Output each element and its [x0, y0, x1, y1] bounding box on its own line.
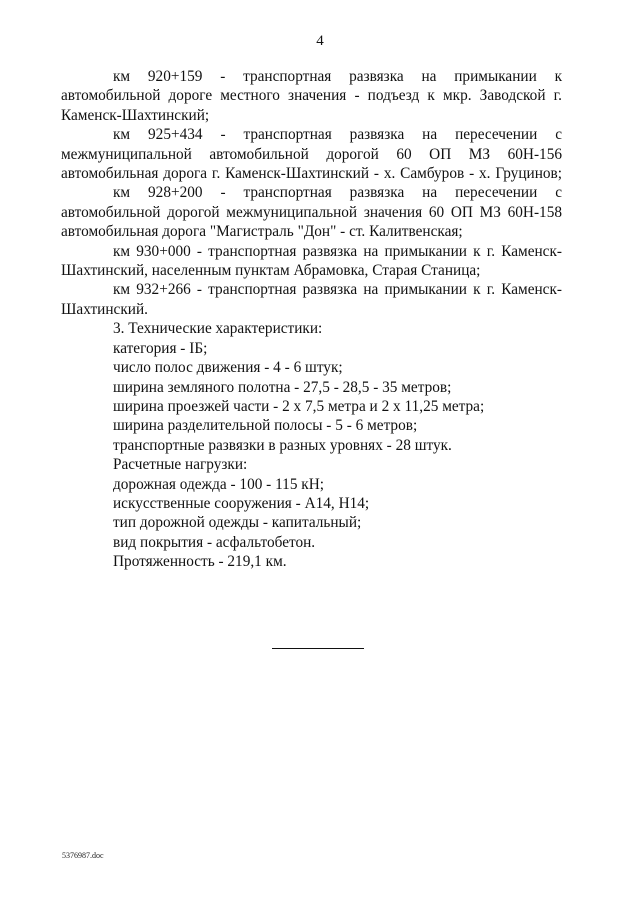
separator-line: [272, 648, 364, 649]
paragraph-km-930: км 930+000 - транспортная развязка на примыкании к г. Каменск-Шахтинский, населенным пунктам Абрамовка, Старая Станица;: [61, 242, 562, 280]
footer-filename: 5376987.doc: [62, 851, 104, 860]
spec-pavement-load: дорожная одежда - 100 - 115 кН;: [113, 475, 325, 493]
document-body: [61, 67, 562, 572]
spec-heading: 3. Технические характеристики:: [113, 320, 323, 338]
spec-pavement-type: тип дорожной одежды - капитальный;: [113, 514, 362, 532]
spec-lanes: число полос движения - 4 - 6 штук;: [113, 359, 343, 377]
paragraph-km-925: км 925+434 - транспортная развязка на пересечении с межмуниципальной автомобильной дорогой 60 ОП МЗ 60Н-156 автомобильная дорога г. Каменск-Шахтинский - х. Самбуров - х. Груцинов;: [61, 126, 562, 183]
paragraph-km-932: км 932+266 - транспортная развязка на примыкании к г. Каменск-Шахтинский.: [61, 281, 562, 318]
paragraph-km-928: км 928+200 - транспортная развязка на пересечении с автомобильной дорогой межмуниципальной значения 60 ОП МЗ 60Н-158 автомобильная дорога "Магистраль "Дон" - ст. Калитвенская;: [61, 184, 562, 241]
spec-roadbed-width: ширина земляного полотна - 27,5 - 28,5 - 35 метров;: [113, 378, 452, 396]
spec-median-width: ширина разделительной полосы - 5 - 6 метров;: [113, 417, 418, 435]
spec-design-loads-heading: Расчетные нагрузки:: [113, 456, 248, 474]
paragraph-km-920: км 920+159 - транспортная развязка на примыкании к автомобильной дороге местного значения - подъезд к мкр. Заводской г. Каменск-Шахтинский;: [61, 68, 562, 124]
spec-structures-load: искусственные сооружения - А14, Н14;: [113, 494, 370, 512]
page-number: 4: [316, 33, 324, 49]
spec-category: категория - IБ;: [113, 339, 208, 357]
spec-interchanges: транспортные развязки в разных уровнях - 28 штук.: [113, 436, 452, 454]
spec-carriageway-width: ширина проезжей части - 2 х 7,5 метра и 2 х 11,25 метра;: [113, 397, 485, 415]
spec-length: Протяженность - 219,1 км.: [113, 553, 287, 571]
spec-surface-type: вид покрытия - асфальтобетон.: [113, 533, 316, 551]
